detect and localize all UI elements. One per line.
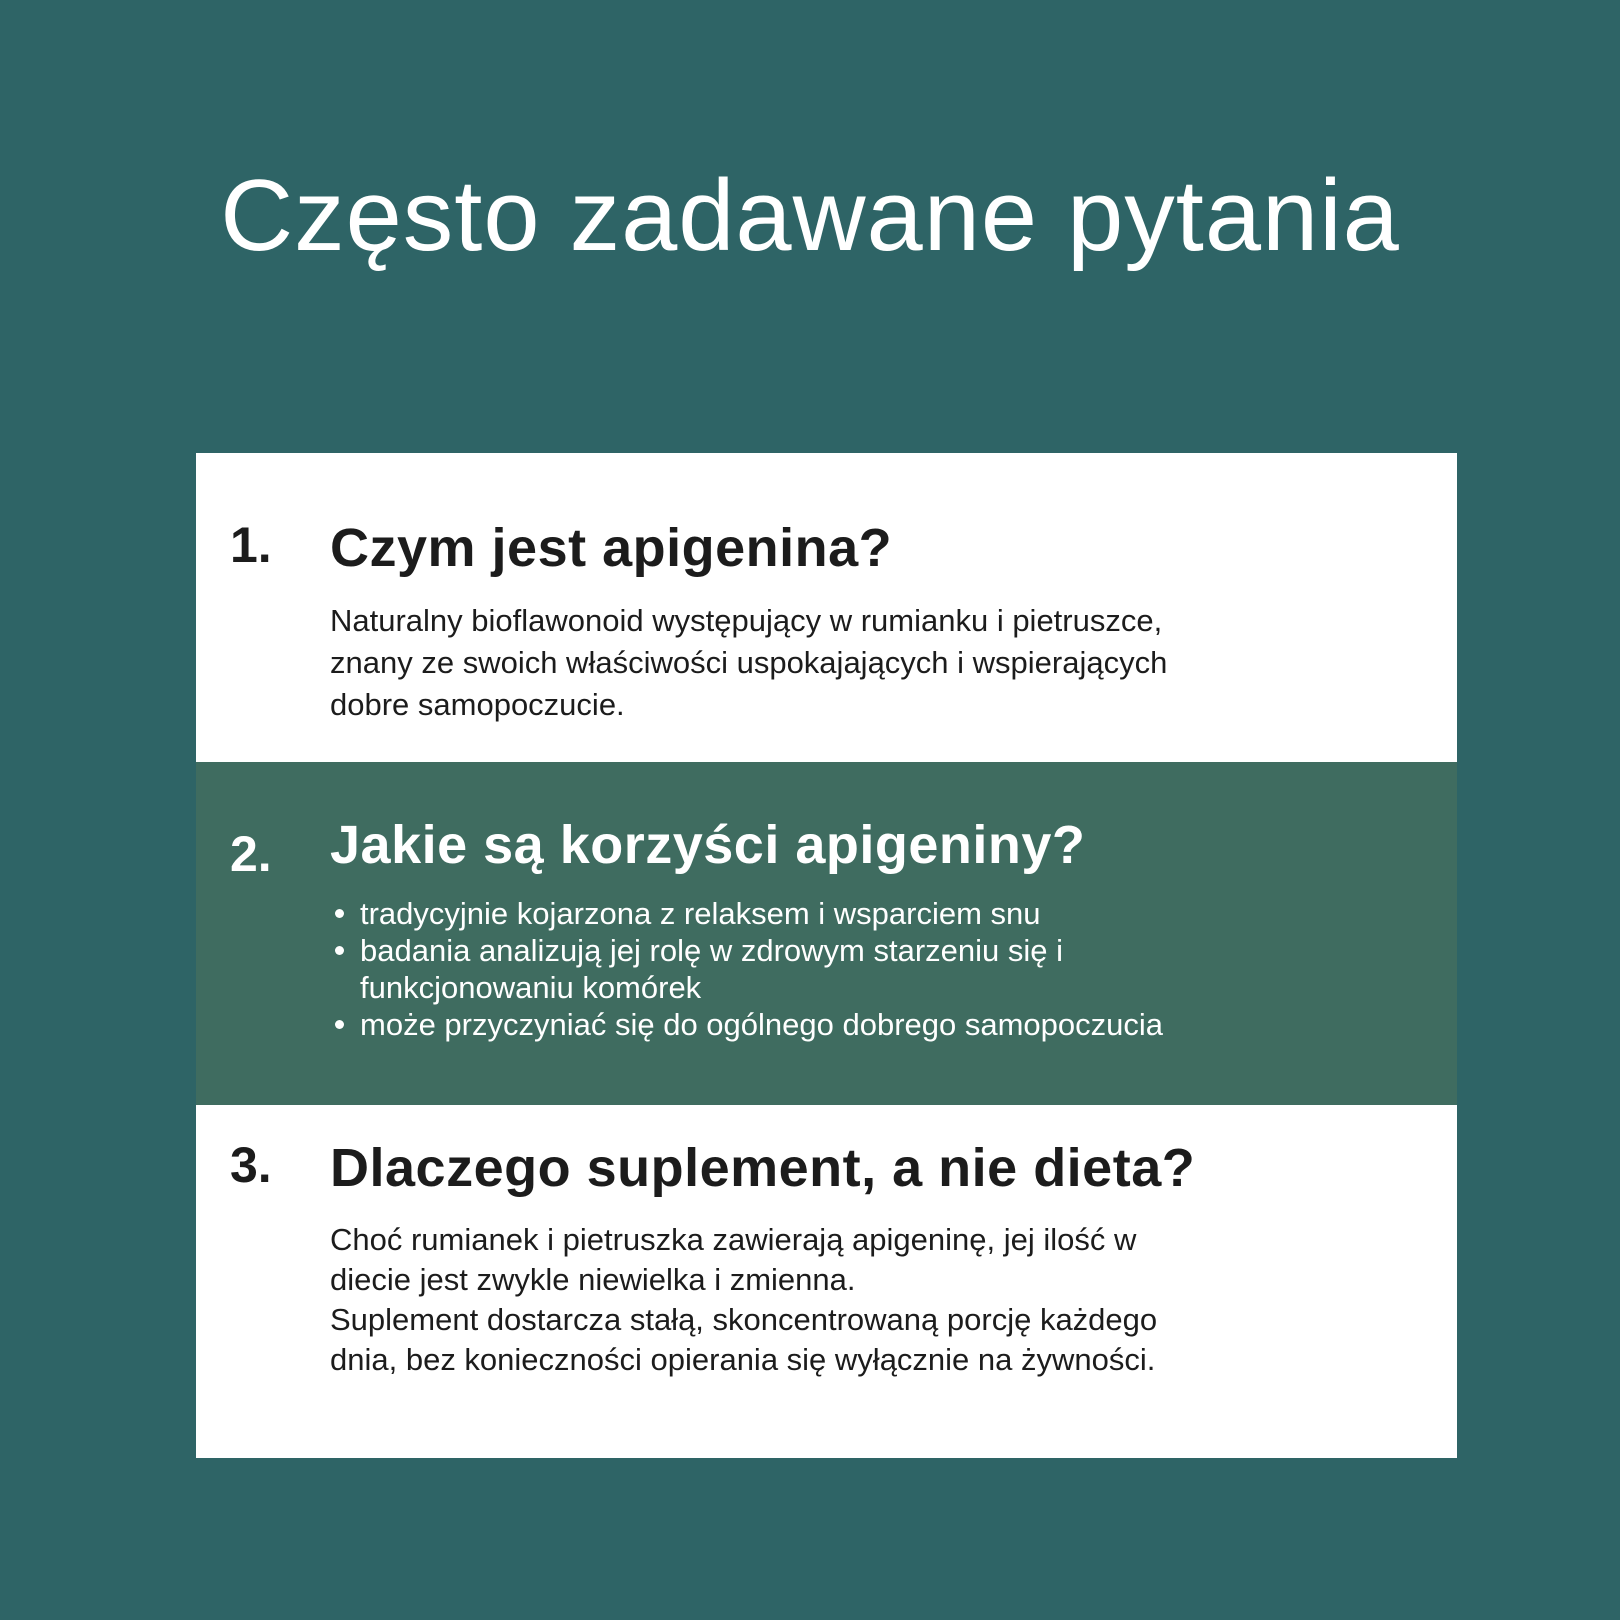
- bullet-line: badania analizują jej rolę w zdrowym starzeniu się i: [360, 932, 1064, 968]
- faq-item-1-content: [330, 453, 1457, 762]
- answer-line: Suplement dostarcza stałą, skoncentrowaną porcję każdego: [330, 1301, 1158, 1337]
- faq-item-2-bullet-list: [330, 895, 1407, 1043]
- faq-card: [196, 453, 1457, 1458]
- answer-line: znany ze swoich właściwości uspokajających i wspierających: [330, 644, 1168, 680]
- faq-item-3-content: [330, 1105, 1457, 1458]
- faq-item-2-content: [330, 762, 1457, 1105]
- answer-line: Choć rumianek i pietruszka zawierają apigeninę, jej ilość w: [330, 1221, 1137, 1257]
- answer-line: dnia, bez konieczności opierania się wyłącznie na żywności.: [330, 1341, 1156, 1377]
- bullet-line: może przyczyniać się do ogólnego dobrego samopoczucia: [360, 1006, 1164, 1042]
- bullet-line: funkcjonowaniu komórek: [360, 969, 702, 1005]
- faq-item-1: [196, 453, 1457, 762]
- answer-line: dobre samopoczucie.: [330, 686, 625, 722]
- faq-item-3-question: Dlaczego suplement, a nie dieta?: [330, 1138, 1196, 1198]
- page-title: Często zadawane pytania: [220, 160, 1400, 272]
- bullet-line: tradycyjnie kojarzona z relaksem i wsparciem snu: [360, 895, 1041, 931]
- faq-item-3: [196, 1105, 1457, 1458]
- faq-item-2-question: Jakie są korzyści apigeniny?: [330, 815, 1086, 875]
- faq-item-1-number: 1.: [230, 517, 272, 573]
- faq-item-1-question: Czym jest apigenina?: [330, 518, 893, 578]
- bullet-item: [330, 1006, 1407, 1043]
- bullet-item: [330, 932, 1407, 1006]
- faq-item-2-number: 2.: [230, 826, 272, 882]
- answer-line: diecie jest zwykle niewielka i zmienna.: [330, 1261, 856, 1297]
- faq-item-1-answer: [330, 600, 1407, 726]
- bullet-item: [330, 895, 1407, 932]
- answer-line: Naturalny bioflawonoid występujący w rumianku i pietruszce,: [330, 602, 1163, 638]
- faq-item-2: [196, 762, 1457, 1105]
- faq-item-3-answer: [330, 1220, 1407, 1380]
- faq-item-3-number: 3.: [230, 1137, 272, 1193]
